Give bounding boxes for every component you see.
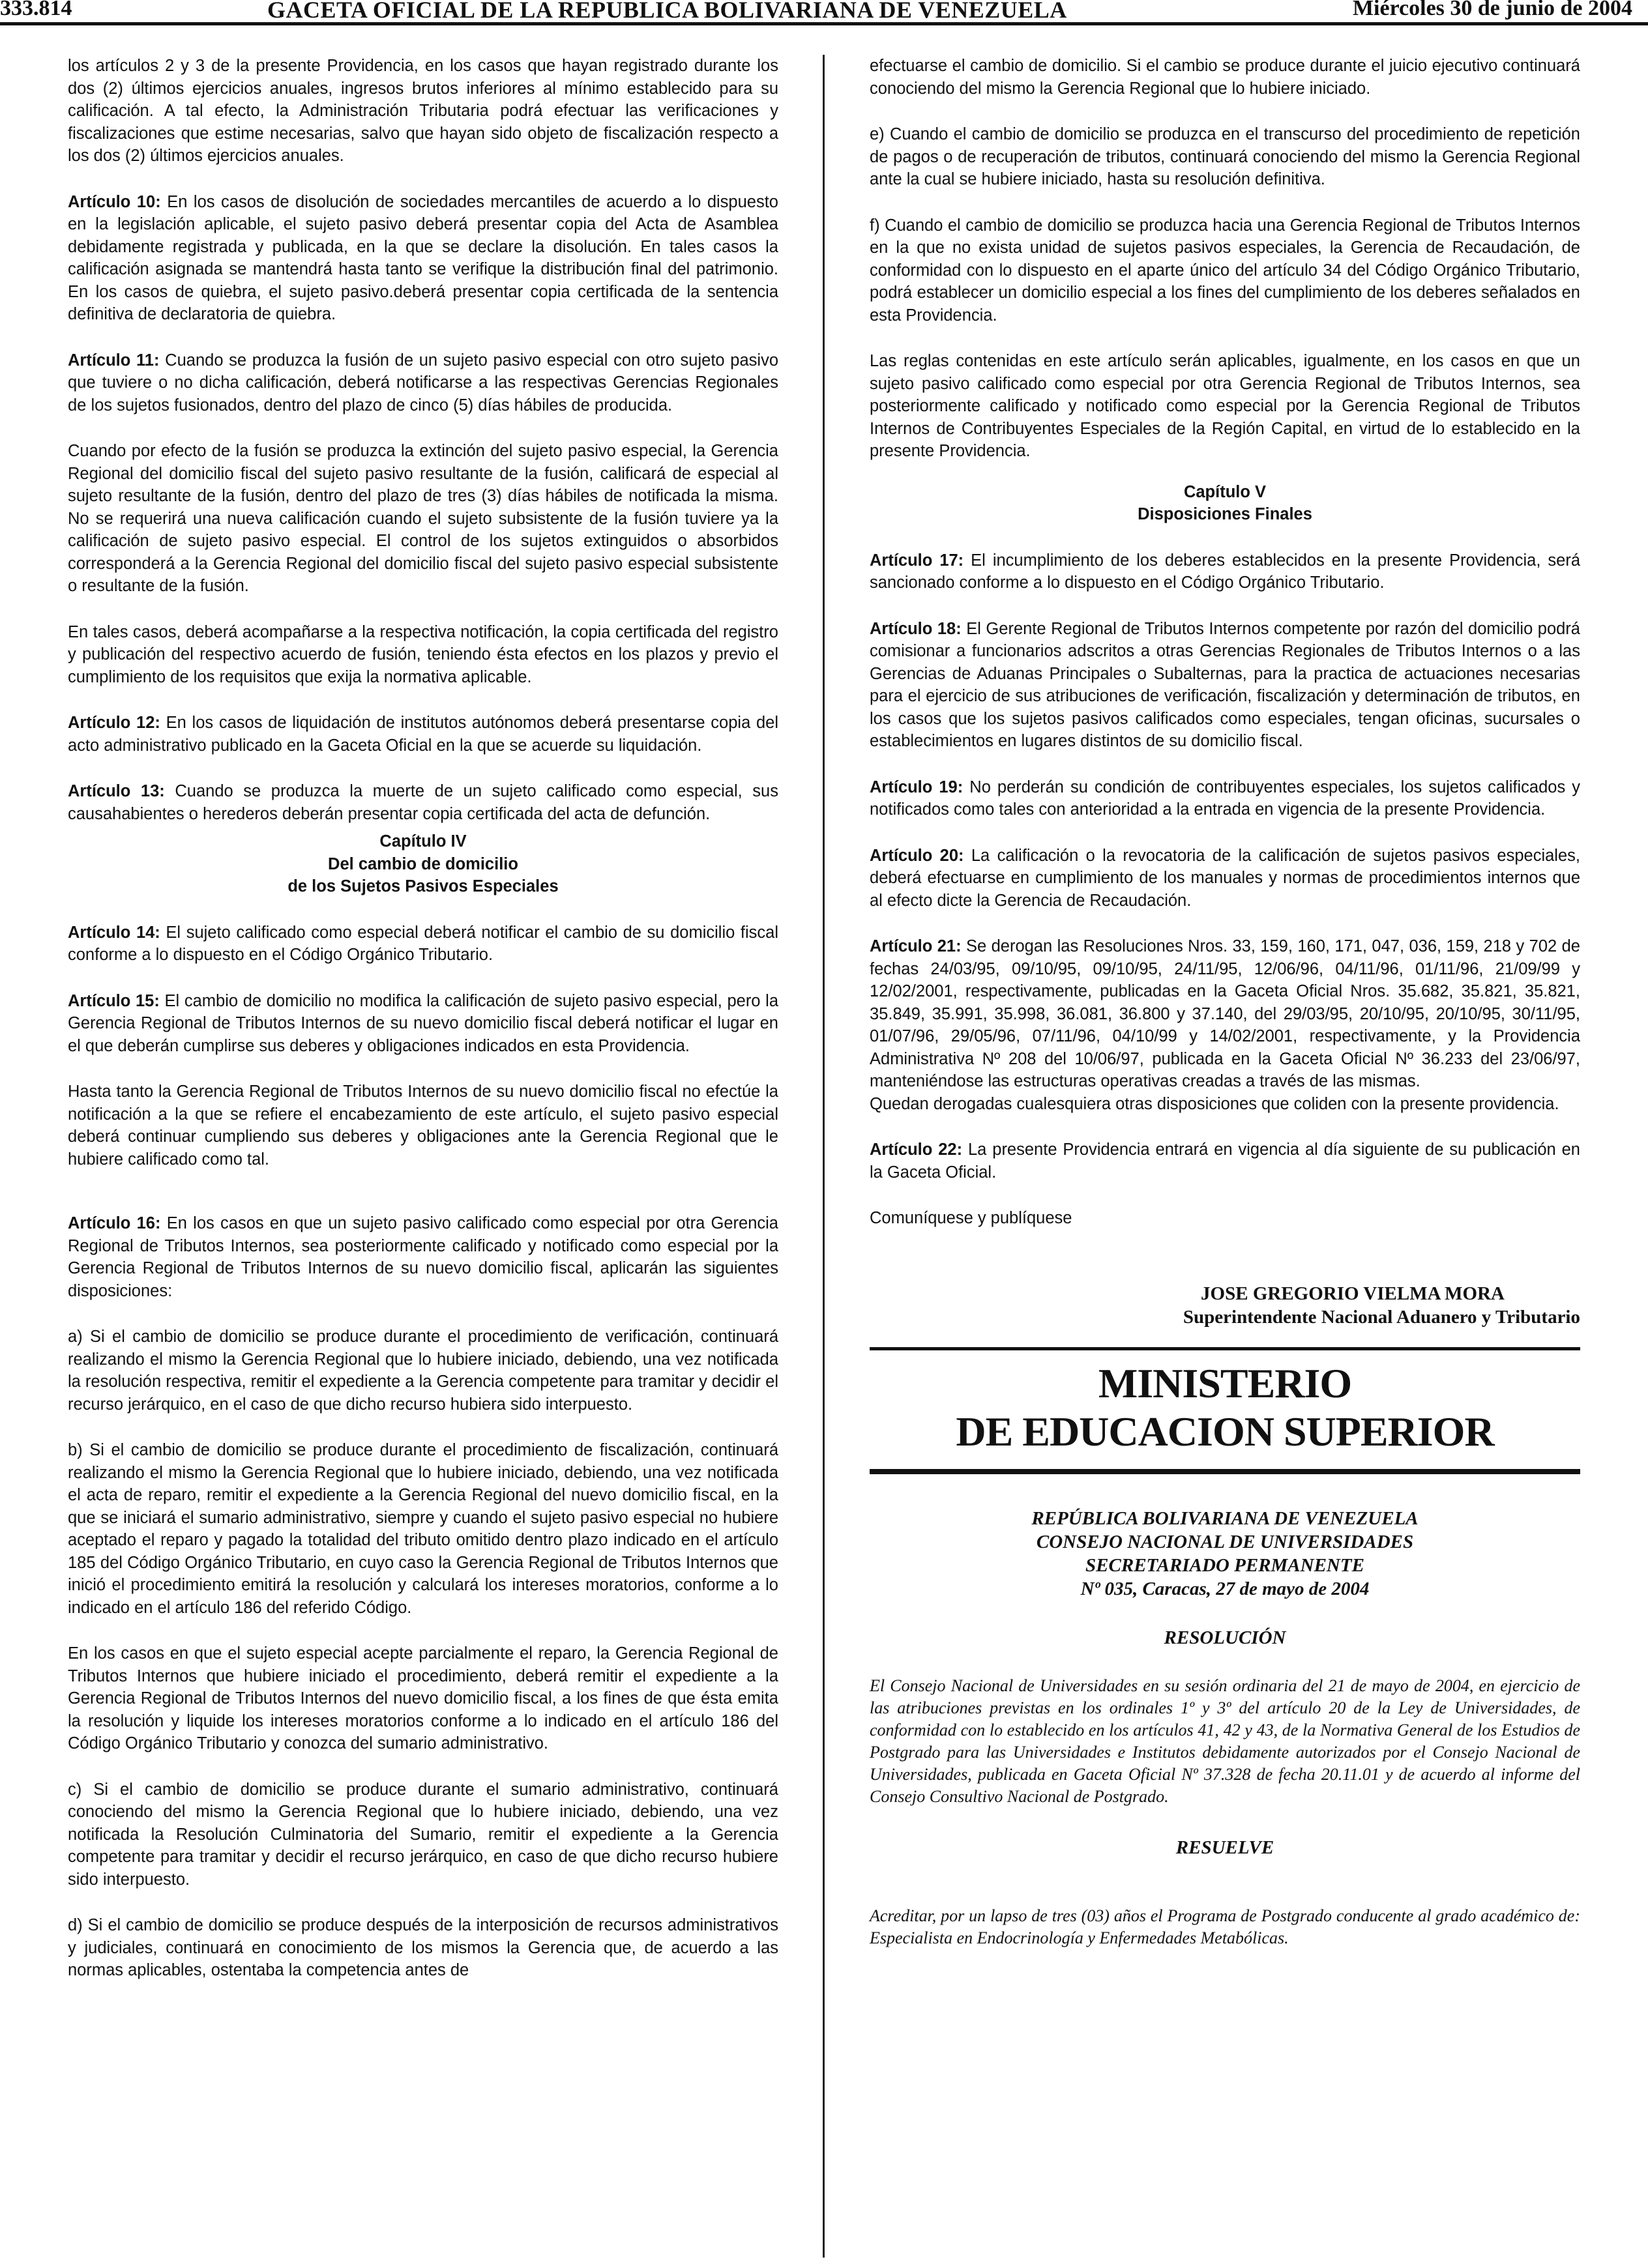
gazette-header	[0, 0, 1648, 25]
resolution-number-date: Nº 035, Caracas, 27 de mayo de 2004	[1080, 1578, 1370, 1599]
article-16-item-b: b) Si el cambio de domicilio se produce durante el procedimiento de fiscalización, continuará realizando el mismo la Gerencia Regional que lo hubiere iniciado, debiendo, una vez notificada el acta de reparo, remitir el expediente a la Gerencia Regional del nuevo domicilio fiscal, en la que se iniciará el sumario administrativo, siempre y cuando el sujeto pasivo especial no hubiere aceptado el reparo y pagado la totalidad del tributo omitido dentro plazo indicado en el artículo 185 del Código Orgánico Tributario, en cuyo caso la Gerencia Regional de Tributos Internos que inició el procedimiento emitirá la resolución y calculará los intereses moratorios, conforme a lo indicado en el artículo 186 del referido Código.	[68, 1441, 778, 1617]
right-column	[870, 55, 1580, 1949]
issuing-body-block	[870, 1507, 1580, 1601]
article-11	[68, 349, 778, 417]
chapter-4-title-line-2: de los Sujetos Pasivos Especiales	[287, 877, 559, 895]
ministry-line-2: DE EDUCACION SUPERIOR	[956, 1408, 1494, 1455]
resuelve-heading: RESUELVE	[1175, 1837, 1274, 1858]
article-16-item-d: d) Si el cambio de domicilio se produce después de la interposición de recursos administrativos y judiciales, continuará en conocimiento de los mismos la Gerencia que, de acuerdo a las normas aplicables, ostentaba la competencia antes de	[68, 1916, 778, 1979]
paragraph-continuation: efectuarse el cambio de domicilio. Si el cambio se produce durante el juicio ejecutivo continuará conociendo del mismo la Gerencia Regional que lo hubiere iniciado.	[870, 57, 1580, 98]
article-text: El cambio de domicilio no modifica la calificación de sujeto pasivo especial, pero la Gerencia Regional de Tributos Internos de su nuevo domicilio fiscal deberá notificar el lugar en el que deberán cumplirse sus deberes y obligaciones indicados en esta Providencia.	[68, 991, 778, 1055]
issuing-body-line-3: SECRETARIADO PERMANENTE	[1085, 1554, 1364, 1576]
gazette-title: GACETA OFICIAL DE LA REPUBLICA BOLIVARIANA DE VENEZUELA	[267, 0, 1067, 23]
article-16-item-b-paragraph-2: En los casos en que el sujeto especial acepte parcialmente el reparo, la Gerencia Regional de Tributos Internos que hubiere iniciado el procedimiento, deberá remitir el expediente a la Gerencia Regional de Tributos Internos del nuevo domicilio fiscal, a los fines de que ésta emita la resolución y liquide los intereses moratorios conforme a lo indicado en el artículo 186 del Código Orgánico Tributario y conozca del sumario administrativo.	[68, 1644, 778, 1752]
chapter-5-number: Capítulo V	[1183, 482, 1267, 501]
resolution-preamble: El Consejo Nacional de Universidades en su sesión ordinaria del 21 de mayo de 2004, en ejercicio de las atribuciones previstas en los ordinales 1º y 3º del artículo 20 de la Ley de Universidades, de conformidad con lo establecido en los artículos 41, 42 y 43, de la Normativa General de los Estudios de Postgrado para las Universidades e Institutos debidamente autorizados por el Consejo Nacional de Universidades, publicada en Gaceta Oficial Nº 37.328 de fecha 20.11.01 y de acuerdo al informe del Consejo Consultivo Nacional de Postgrado.	[870, 1676, 1580, 1806]
article-label: Artículo 11:	[68, 351, 160, 370]
article-18	[870, 618, 1580, 753]
signature-block	[870, 1282, 1580, 1329]
ministry-heading	[870, 1359, 1580, 1456]
article-label: Artículo 16:	[68, 1214, 161, 1232]
article-14	[68, 922, 778, 967]
left-column	[68, 55, 778, 2005]
article-17	[870, 549, 1580, 594]
article-label: Artículo 15:	[68, 991, 160, 1010]
article-label: Artículo 21:	[870, 937, 962, 955]
article-text: En los casos de disolución de sociedades mercantiles de acuerdo a lo dispuesto en la legislación aplicable, el sujeto pasivo deberá presentar copia del Acta de Asamblea debidamente registrada y publicada, en la que se declare la disolución. En tales casos la calificación asignada se mantendrá hasta tanto se verifique la distribución final del patrimonio. En los casos de quiebra, el sujeto pasivo.deberá presentar copia certificada de la sentencia definitiva de declaratoria de quiebra.	[68, 192, 778, 323]
chapter-4-heading	[68, 830, 778, 898]
article-label: Artículo 10:	[68, 192, 161, 211]
article-text: El incumplimiento de los deberes establecidos en la presente Providencia, será sancionado conforme a lo dispuesto en el Código Orgánico Tributario.	[870, 551, 1581, 592]
article-text: Cuando se produzca la fusión de un sujeto pasivo especial con otro sujeto pasivo que tuviere o no dicha calificación, deberá notificarse a las respectivas Gerencias Regionales de los sujetos fusionados, dentro del plazo de cinco (5) días hábiles de producida.	[68, 351, 779, 414]
article-15-paragraph-2: Hasta tanto la Gerencia Regional de Tributos Internos de su nuevo domicilio fiscal no efectúe la notificación a la que se refiere el encabezamiento de este artículo, el sujeto pasivo especial deberá continuar cumpliendo sus deberes y obligaciones ante la Gerencia Regional que le hubiere calificado como tal.	[68, 1083, 778, 1169]
resolution-accreditation: Acreditar, por un lapso de tres (03) años el Programa de Postgrado conducente al grado académico de: Especialista en Endocrinología y Enfermedades Metabólicas.	[870, 1906, 1580, 1947]
article-text: Cuando se produzca la muerte de un sujeto calificado como especial, sus causahabientes o herederos deberán presentar copia certificada del acta de defunción.	[68, 782, 778, 823]
article-11-paragraph-3: En tales casos, deberá acompañarse a la respectiva notificación, la copia certificada del registro y publicación del respectivo acuerdo de fusión, teniendo ésta efectos en los plazos y previo el cumplimiento de los requisitos que exija la normativa aplicable.	[68, 622, 778, 686]
article-text: Se derogan las Resoluciones Nros. 33, 159, 160, 171, 047, 036, 159, 218 y 702 de fechas 24/03/95, 09/10/95, 09/10/95, 24/11/95, 12/06/96, 04/11/96, 01/11/96, 21/09/99 y 12/02/2001, respectivamente, publicadas en la Gaceta Oficial Nros. 35.682, 35.821, 35.821, 35.849, 35.991, 35.998, 36.081, 36.800 y 37.140, del 29/03/95, 20/10/95, 20/10/95, 30/11/95, 01/07/96, 29/05/96, 07/11/96, 04/10/99 y 14/02/2001, respectivamente, y la Providencia Administrativa Nº 208 del 10/06/97, publicada en la Gaceta Oficial Nº 36.233 del 23/06/97, manteniéndose las estructuras operativas creadas a través de las mismas.	[870, 937, 1580, 1090]
signer-name: JOSE GREGORIO VIELMA MORA	[1201, 1283, 1505, 1304]
closing-formula: Comuníquese y publíquese	[870, 1209, 1072, 1227]
chapter-5-title: Disposiciones Finales	[1138, 505, 1312, 523]
article-11-paragraph-2: Cuando por efecto de la fusión se produzca la extinción del sujeto pasivo especial, la Gerencia Regional del domicilio fiscal del sujeto pasivo resultante de la fusión, calificará de especial al sujeto resultante de la fusión, dentro del plazo de tres (3) días hábiles de notificada la misma. No se requerirá una nueva calificación cuando el sujeto subsistente de la fusión tuviere ya la calificación de sujeto pasivo especial. El control de los sujetos extinguidos o absorbidos corresponderá a la Gerencia Regional del domicilio fiscal del sujeto pasivo especial subsistente o resultante de la fusión.	[68, 442, 778, 595]
article-text: En los casos en que un sujeto pasivo calificado como especial por otra Gerencia Regional de Tributos Internos, sea posteriormente calificado y notificado como especial por la Gerencia Regional de Tributos Internos de su nuevo domicilio fiscal, aplicarán las siguientes disposiciones:	[68, 1214, 778, 1300]
chapter-4-number: Capítulo IV	[379, 832, 467, 850]
article-label: Artículo 20:	[870, 846, 964, 865]
article-16-item-f: f) Cuando el cambio de domicilio se produzca hacia una Gerencia Regional de Tributos Internos en la que no exista unidad de sujetos pasivos especiales, la Gerencia de Recaudación, de conformidad con lo dispuesto en el aparte único del artículo 34 del Código Orgánico Tributario, podrá establecer un domicilio especial a los fines del cumplimiento de los deberes señalados en esta Providencia.	[870, 216, 1580, 325]
article-label: Artículo 12:	[68, 714, 160, 732]
article-label: Artículo 13:	[68, 782, 165, 800]
article-label: Artículo 18:	[870, 619, 962, 638]
article-label: Artículo 19:	[870, 778, 964, 796]
section-rule-thick	[870, 1469, 1580, 1474]
article-text: El sujeto calificado como especial deberá notificar el cambio de su domicilio fiscal conforme a lo dispuesto en el Código Orgánico Tributario.	[68, 923, 779, 964]
article-16-item-e: e) Cuando el cambio de domicilio se produzca en el transcurso del procedimiento de repetición de pagos o de recuperación de tributos, continuará conociendo del mismo la Gerencia Regional ante la cual se hubiere iniciado, hasta su resolución definitiva.	[870, 125, 1580, 188]
article-label: Artículo 17:	[870, 551, 964, 570]
article-16	[68, 1212, 778, 1302]
article-label: Artículo 22:	[870, 1141, 963, 1159]
ministry-line-1: MINISTERIO	[1098, 1359, 1352, 1406]
chapter-5-heading	[870, 481, 1580, 526]
article-21-paragraph-2: Quedan derogadas cualesquiera otras disposiciones que coliden con la presente providencia.	[870, 1094, 1559, 1113]
article-label: Artículo 14:	[68, 923, 160, 942]
page-number: 333.814	[0, 0, 72, 20]
article-text: No perderán su condición de contribuyentes especiales, los sujetos calificados y notificados como tales con anterioridad a la entrada en vigencia de la presente Providencia.	[870, 778, 1580, 819]
paragraph-continuation: los artículos 2 y 3 de la presente Providencia, en los casos que hayan registrado durante los dos (2) últimos ejercicios anuales, ingresos brutos inferiores al mínimo establecido para su calificación. A tal efecto, la Administración Tributaria podrá efectuar las verificaciones y fiscalizaciones que estime necesarias, salvo que hayan sido objeto de fiscalización respecto a los dos (2) últimos ejercicios anuales.	[68, 57, 778, 165]
article-16-item-a: a) Si el cambio de domicilio se produce durante el procedimiento de verificación, continuará realizando el mismo la Gerencia Regional que lo hubiere iniciado, debiendo, una vez notificada la resolución respectiva, remitir el expediente a la Gerencia competente para tramitar y decidir el recurso jerárquico, en el caso de que dicho recurso hubiera sido interpuesto.	[68, 1328, 778, 1414]
article-text: La presente Providencia entrará en vigencia al día siguiente de su publicación en la Gaceta Oficial.	[870, 1141, 1580, 1182]
resolution-heading: RESOLUCIÓN	[1164, 1627, 1286, 1648]
column-divider	[823, 55, 825, 2258]
article-12	[68, 712, 778, 757]
article-16-rules: Las reglas contenidas en este artículo serán aplicables, igualmente, en los casos en que un sujeto pasivo calificado como especial por otra Gerencia Regional de Tributos Internos, sea posteriormente calificado y notificado como especial por la Gerencia Regional de Tributos Internos de Contribuyentes Especiales de la Región Capital, en virtud de lo establecido en la presente Providencia.	[870, 352, 1580, 460]
article-21	[870, 935, 1580, 1093]
article-text: En los casos de liquidación de institutos autónomos deberá presentarse copia del acto administrativo publicado en la Gaceta Oficial en la que se acuerde su liquidación.	[68, 714, 779, 755]
article-22	[870, 1139, 1580, 1184]
article-15	[68, 990, 778, 1058]
article-text: El Gerente Regional de Tributos Internos competente por razón del domicilio podrá comisionar a funcionarios adscritos a otras Gerencias Regionales de Tributos Internos o a las Gerencias de Aduanas Principales o Subalternas, para la practica de actuaciones necesarias para el ejercicio de sus atribuciones de verificación, fiscalización y determinación de tributos, en los casos que los sujetos pasivos calificados como especiales, tengan oficinas, sucursales o establecimientos en lugares distintos de su domicilio fiscal.	[870, 619, 1580, 750]
article-13	[68, 780, 778, 825]
article-19	[870, 776, 1580, 821]
article-16-item-c: c) Si el cambio de domicilio se produce durante el sumario administrativo, continuará conociendo del mismo la Gerencia Regional que lo hubiere iniciado, debiendo, una vez notificada la Resolución Culminatoria del Sumario, remitir el expediente a la Gerencia competente para tramitar y decidir el recurso jerárquico, en caso de que dicho recurso hubiere sido interpuesto.	[68, 1780, 778, 1889]
signer-title: Superintendente Nacional Aduanero y Tributario	[1183, 1306, 1580, 1328]
article-20	[870, 845, 1580, 912]
section-rule	[870, 1347, 1580, 1350]
issue-date: Miércoles 30 de junio de 2004	[1352, 0, 1632, 20]
chapter-4-title-line-1: Del cambio de domicilio	[328, 854, 518, 873]
issuing-body-line-1: REPÚBLICA BOLIVARIANA DE VENEZUELA	[1031, 1507, 1419, 1529]
article-10	[68, 191, 778, 326]
article-text: La calificación o la revocatoria de la calificación de sujetos pasivos especiales, deberá efectuarse en cumplimiento de los manuales y normas de procedimientos internos que al efecto dicte la Gerencia de Recaudación.	[870, 846, 1580, 910]
issuing-body-line-2: CONSEJO NACIONAL DE UNIVERSIDADES	[1036, 1531, 1414, 1552]
